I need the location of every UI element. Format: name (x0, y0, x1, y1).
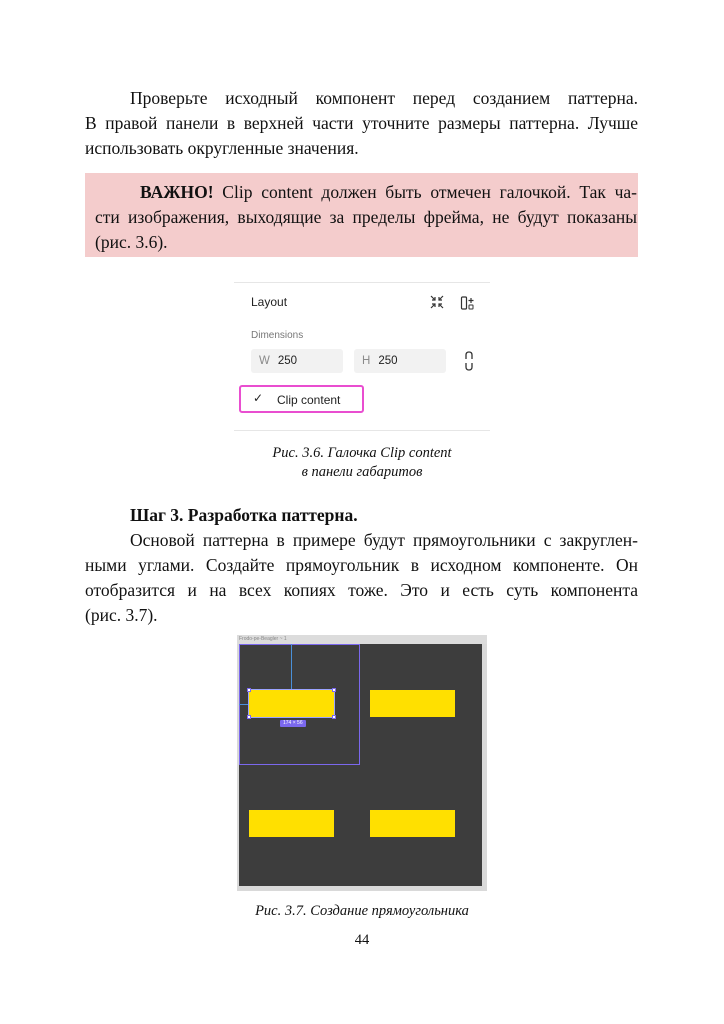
clip-content-label: Clip content (277, 393, 341, 407)
rectangle-copy[interactable] (370, 810, 455, 837)
intro-line-1: Проверьте исходный компонент перед созданием паттерна. (130, 88, 638, 108)
intro-line-3: использовать округленные значения. (85, 138, 359, 158)
width-field[interactable] (251, 349, 343, 373)
step-line-3: отобразится и на всех копиях тоже. Это и есть суть компонента (85, 580, 638, 600)
caption-3-6-line-2: в панели габаритов (301, 464, 423, 480)
auto-layout-add-icon[interactable] (460, 295, 476, 314)
intro-paragraph (85, 86, 638, 161)
resize-handle[interactable] (332, 715, 336, 719)
canvas-topbar: Frodo-pe-Beagler ~ 1 (237, 635, 487, 644)
dimensions-label: Dimensions (251, 330, 304, 341)
height-key: H (362, 355, 371, 367)
horizontal-guide (239, 704, 249, 705)
size-tag: 174 × 56 (280, 720, 306, 727)
page-number: 44 (354, 932, 370, 948)
note-line-3: (рис. 3.6). (95, 232, 168, 252)
resize-handle[interactable] (332, 688, 336, 692)
step-line-1: Основой паттерна в примере будут прямоугольники с закруглен- (130, 530, 638, 550)
note-line-1 (95, 180, 637, 205)
intro-line-2: В правой панели в верхней части уточните размеры паттерна. Лучше (85, 113, 638, 133)
note-bold-label: ВАЖНО! (140, 182, 214, 202)
note-line-2: сти изображения, выходящие за пределы фрейма, не будут показаны (95, 207, 637, 227)
height-field[interactable] (354, 349, 446, 373)
design-canvas[interactable] (239, 644, 482, 886)
step-line-4: (рис. 3.7). (85, 605, 158, 625)
important-note (85, 173, 638, 257)
constrain-proportions-icon[interactable] (464, 351, 474, 374)
note-line-1-rest: Clip content должен быть отмечен галочкой. Так ча- (213, 182, 637, 202)
figure-3-7-caption: Рис. 3.7. Создание прямоугольника (255, 903, 469, 919)
figure-3-6-caption (234, 444, 490, 482)
rectangle-copy[interactable] (370, 690, 455, 717)
selected-rectangle[interactable] (249, 690, 334, 717)
clip-content-highlight[interactable] (239, 385, 364, 413)
resize-handle[interactable] (247, 688, 251, 692)
step-paragraph (85, 528, 638, 628)
collapse-icon[interactable] (430, 295, 444, 312)
height-value: 250 (378, 355, 398, 367)
checkmark-icon[interactable]: ✓ (253, 391, 264, 405)
vertical-guide (291, 644, 292, 690)
rectangle-copy[interactable] (249, 810, 334, 837)
layout-title: Layout (251, 295, 288, 309)
step-line-2: ными углами. Создайте прямоугольник в исходном компоненте. Он (85, 555, 638, 575)
caption-3-6-line-1: Рис. 3.6. Галочка Clip content (272, 445, 452, 461)
layout-panel-figure (234, 282, 490, 431)
resize-handle[interactable] (247, 715, 251, 719)
width-value: 250 (277, 355, 298, 367)
rectangle-figure (237, 635, 487, 891)
step-heading: Шаг 3. Разработка паттерна. (130, 505, 358, 525)
width-key: W (259, 355, 270, 367)
